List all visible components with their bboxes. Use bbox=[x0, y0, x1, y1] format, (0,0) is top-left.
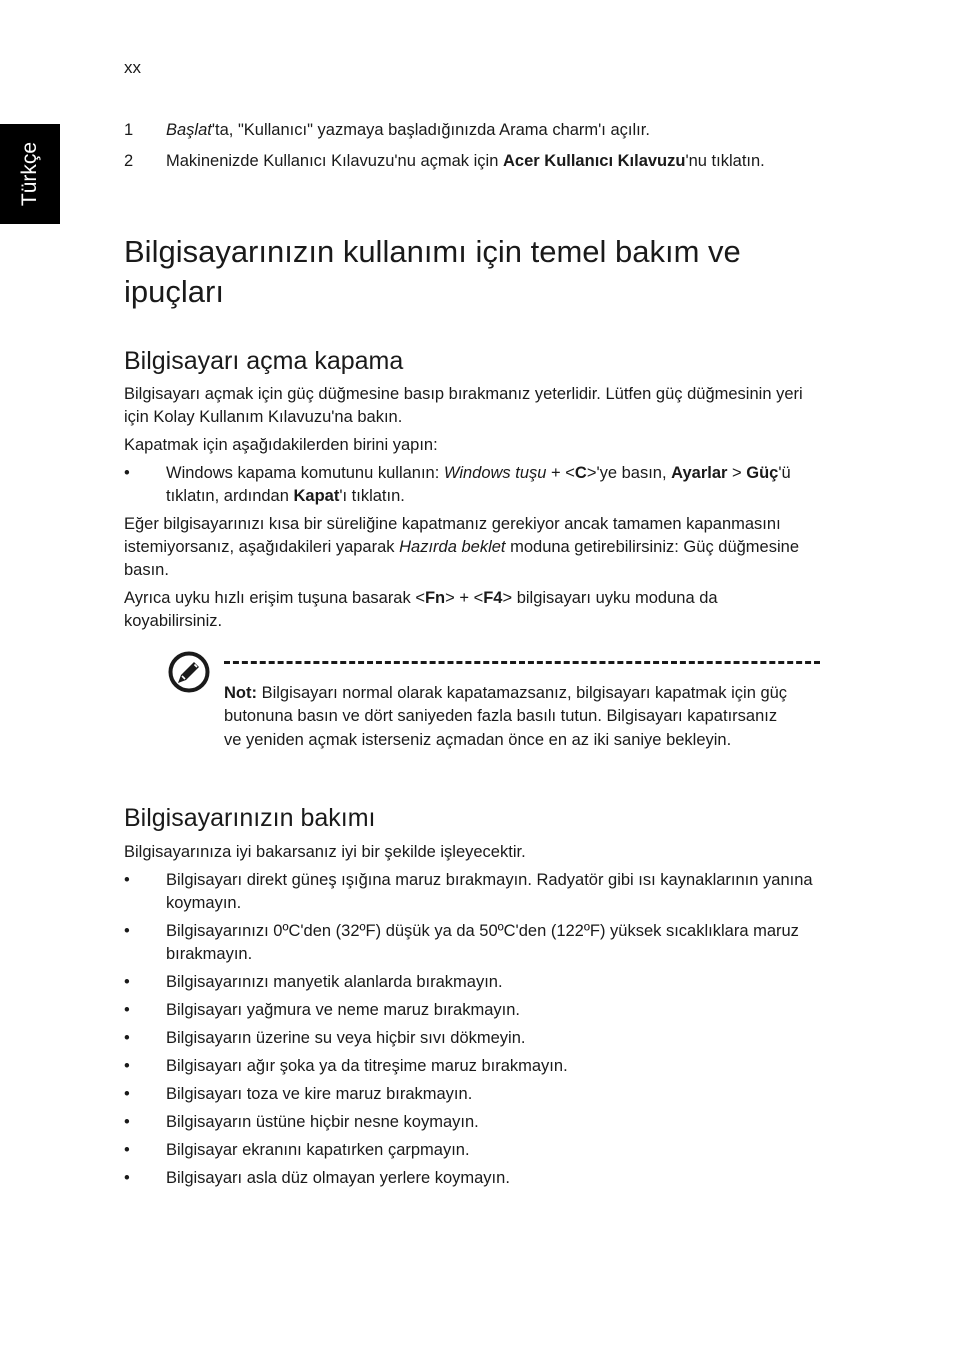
paragraph: Kapatmak için aşağıdakilerden birini yapın: bbox=[124, 436, 438, 454]
step-number: 1 bbox=[124, 121, 134, 139]
text-part: > bilgisayarı uyku moduna da koyabilirsiniz. bbox=[124, 589, 718, 630]
list-item bbox=[124, 1027, 814, 1050]
note-label: Not: bbox=[224, 684, 257, 702]
text-part: >'ye basın, bbox=[586, 464, 672, 482]
step-text bbox=[166, 150, 814, 173]
text-part: Eğer bilgisayarınızı kısa bir süreliğine kapatmanız gerekiyor ancak tamamen kapanmasını istemiyorsanız, aşağıdakileri yaparak bbox=[124, 515, 781, 556]
bullet-symbol: • bbox=[124, 1085, 130, 1103]
bullet-symbol: • bbox=[124, 871, 130, 889]
paragraph: Bilgisayarınıza iyi bakarsanız iyi bir şekilde işleyecektir. bbox=[124, 843, 526, 861]
text-bold: Kapat bbox=[293, 487, 340, 505]
list-item bbox=[124, 869, 814, 915]
list-item bbox=[124, 920, 814, 966]
list-item bbox=[124, 1139, 814, 1162]
page-number: xx bbox=[124, 58, 141, 77]
list-item-text: Bilgisayar ekranını kapatırken çarpmayın. bbox=[166, 1141, 470, 1159]
list-item-text: Bilgisayarı toza ve kire maruz bırakmayın. bbox=[166, 1085, 473, 1103]
list-item-text: Bilgisayarınızı manyetik alanlarda bırakmayın. bbox=[166, 973, 503, 991]
text-part: > + < bbox=[445, 589, 484, 607]
step-text bbox=[166, 119, 814, 142]
note-divider bbox=[224, 661, 820, 664]
list-item bbox=[124, 999, 814, 1022]
bullet-symbol: • bbox=[124, 1169, 130, 1187]
list-item-text bbox=[166, 462, 814, 508]
bullet-symbol: • bbox=[124, 1029, 130, 1047]
bullet-list bbox=[124, 462, 814, 508]
text-bold: Güç bbox=[746, 464, 779, 482]
list-item-text: Bilgisayarın üstüne hiçbir nesne koymayın. bbox=[166, 1113, 479, 1131]
list-item bbox=[124, 1055, 814, 1078]
note-body: Bilgisayarı normal olarak kapatamazsanız, bilgisayarı kapatmak için güç butonuna basın ve dört saniyeden fazla basılı tutun. Bilgisayarı kapatırsanız ve yeniden açmak isterseniz açmadan önce en az iki saniye bekleyin. bbox=[224, 684, 788, 749]
paragraph bbox=[124, 587, 814, 633]
care-list bbox=[124, 869, 814, 1190]
list-item-text: Bilgisayarın üzerine su veya hiçbir sıvı dökmeyin. bbox=[166, 1029, 526, 1047]
paragraph: Bilgisayarı açmak için güç düğmesine basıp bırakmanız yeterlidir. Lütfen güç düğmesinin yeri için Kolay Kullanım Kılavuzu'na bakın. bbox=[124, 385, 803, 426]
note-pencil-icon bbox=[168, 651, 210, 693]
step-term: Acer Kullanıcı Kılavuzu bbox=[503, 152, 686, 170]
text-part: Windows kapama komutunu kullanın: bbox=[166, 464, 444, 482]
text-part: > bbox=[727, 464, 747, 482]
note-text bbox=[224, 682, 794, 752]
step-text-part: 'nu tıklatın. bbox=[685, 152, 765, 170]
section-care bbox=[124, 803, 814, 1195]
list-item bbox=[124, 971, 814, 994]
step-item bbox=[124, 150, 814, 173]
bullet-symbol: • bbox=[124, 1001, 130, 1019]
bullet-symbol: • bbox=[124, 1113, 130, 1131]
bullet-symbol: • bbox=[124, 1141, 130, 1159]
paragraph bbox=[124, 513, 814, 582]
note-box bbox=[124, 649, 814, 789]
list-item-text: Bilgisayarınızı 0ºC'den (32ºF) düşük ya da 50ºC'den (122ºF) yüksek sıcaklıklara maruz bırakmayın. bbox=[166, 922, 799, 963]
text-part: 'ı tıklatın. bbox=[339, 487, 405, 505]
step-text-part: Makinenizde Kullanıcı Kılavuzu'nu açmak için bbox=[166, 152, 503, 170]
language-side-tab bbox=[0, 124, 60, 224]
text-bold: Ayarlar bbox=[671, 464, 728, 482]
bullet-symbol: • bbox=[124, 1057, 130, 1075]
step-item bbox=[124, 119, 814, 142]
text-part: Ayrıca uyku hızlı erişim tuşuna basarak < bbox=[124, 589, 425, 607]
section-heading: Bilgisayarınızın bakımı bbox=[124, 804, 376, 832]
step-number: 2 bbox=[124, 152, 134, 170]
bullet-symbol: • bbox=[124, 464, 130, 482]
list-item bbox=[124, 462, 814, 508]
step-term: Başlat bbox=[166, 121, 212, 139]
text-part: + < bbox=[546, 464, 575, 482]
section-heading: Bilgisayarı açma kapama bbox=[124, 347, 404, 375]
steps-list bbox=[124, 119, 814, 181]
key-label: F4 bbox=[483, 589, 503, 607]
list-item bbox=[124, 1111, 814, 1134]
list-item-text: Bilgisayarı ağır şoka ya da titreşime maruz bırakmayın. bbox=[166, 1057, 568, 1075]
language-label: Türkçe bbox=[18, 141, 41, 207]
list-item bbox=[124, 1167, 814, 1190]
text-part: 'ü tıklatın, ardından bbox=[166, 464, 791, 505]
list-item-text: Bilgisayarı yağmura ve neme maruz bırakmayın. bbox=[166, 1001, 520, 1019]
text-part: moduna getirebilirsiniz: Güç düğmesine basın. bbox=[124, 538, 799, 579]
list-item-text: Bilgisayarı asla düz olmayan yerlere koymayın. bbox=[166, 1169, 510, 1187]
bullet-symbol: • bbox=[124, 973, 130, 991]
step-text-part: 'ta, "Kullanıcı" yazmaya başladığınızda Arama charm'ı açılır. bbox=[211, 121, 650, 139]
list-item-text: Bilgisayarı direkt güneş ışığına maruz bırakmayın. Radyatör gibi ısı kaynaklarının yanına koymayın. bbox=[166, 871, 813, 912]
list-item bbox=[124, 1083, 814, 1106]
bullet-symbol: • bbox=[124, 922, 130, 940]
section-power bbox=[124, 346, 814, 789]
key-label: C bbox=[574, 464, 587, 482]
page-title: Bilgisayarınızın kullanımı için temel bakım ve ipuçları bbox=[124, 234, 741, 309]
text-italic: Hazırda beklet bbox=[399, 538, 506, 556]
key-label: Fn bbox=[424, 589, 446, 607]
text-italic: Windows tuşu bbox=[443, 464, 547, 482]
